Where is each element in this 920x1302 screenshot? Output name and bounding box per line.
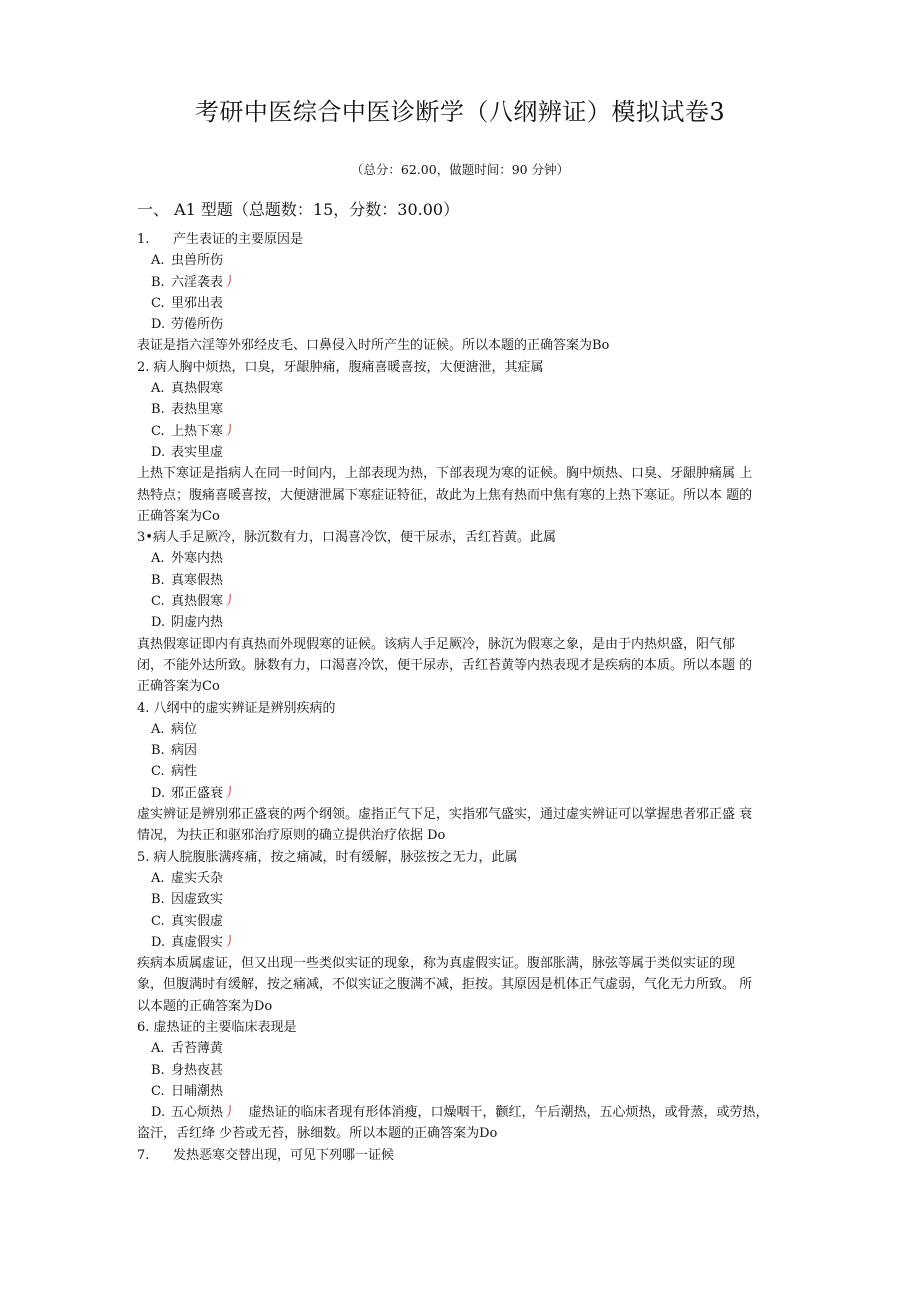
option-d: D. 邪正盛衰丿	[151, 785, 237, 801]
question-text: 发热恶寒交替出现，可见下列哪一证候	[173, 1147, 395, 1163]
question-number: 7.	[137, 1147, 150, 1163]
correct-mark: 丿	[223, 423, 237, 439]
question-number: 2.	[137, 359, 150, 375]
correct-mark: 丿	[223, 274, 237, 290]
explanation-line: 象，但腹满时有缓解，按之痛减，不似实证之腹满不减，拒按。其原因是机体正气虚弱，气化无力所致。 所	[137, 977, 753, 993]
option-a: A. 外寒内热	[151, 551, 224, 567]
question-1	[137, 229, 777, 250]
explanation-line: 盗汗，舌红绛 少苔或无苔，脉细数。所以本题的正确答案为Do	[137, 1126, 498, 1142]
option-b: B. 表热里寒	[151, 402, 224, 418]
question-number: 5.	[137, 849, 150, 865]
explanation-line: 情况，为扶正和驱邪治疗原则的确立提供治疗依据 Do	[137, 828, 446, 844]
explanation-line: 上热下寒证是指病人在同一时间内，上部表现为热，下部表现为寒的证候。胸中烦热、口臭、牙龈肿痛属 上	[137, 466, 753, 482]
explanation-inline: 虚热证的临床者现有形体消瘦，口燥咽干，颧红，午后潮热，五心烦热，或骨蒸，或劳热，	[248, 1105, 769, 1121]
question-3	[137, 527, 777, 548]
question-number: 3•	[137, 530, 153, 546]
correct-mark: 丿	[223, 594, 237, 610]
option-a: A. 病位	[151, 721, 198, 737]
option-a: A. 真热假寒	[151, 381, 224, 397]
correct-mark: 丿	[223, 1105, 237, 1121]
explanation-line: 疾病本质属虚证，但又出现一些类似实证的现象，称为真虚假实证。腹部胀满，脉弦等属于类似实证的现	[137, 956, 736, 972]
explanation-line: 表证是指六淫等外邪经皮毛、口鼻侵入时所产生的证候。所以本题的正确答案为Bo	[137, 338, 610, 354]
correct-mark: 丿	[223, 934, 237, 950]
question-number: 1.	[137, 232, 150, 247]
page-title: 考研中医综合中医诊断学（八纲辨证）模拟试卷3	[194, 98, 726, 126]
option-b: B. 因虚致实	[151, 892, 224, 908]
question-5	[137, 847, 777, 868]
option-d: D. 真虚假实丿	[151, 934, 237, 950]
option-d: D. 劳倦所伤	[151, 317, 224, 333]
option-b: B. 身热夜甚	[151, 1062, 224, 1078]
question-text: 病人胸中烦热，口臭，牙龈肿痛，腹痛喜暖喜按，大便溏泄，其症属	[153, 359, 544, 375]
explanation-line: 正确答案为Co	[137, 679, 220, 695]
explanation-line: 真热假寒证即内有真热而外现假寒的证候。该病人手足厥冷，脉沉为假寒之象，是由于内热炽盛，阳气郁	[137, 636, 736, 652]
question-list	[137, 229, 777, 1166]
explanation-line: 热特点；腹痛喜暖喜按，大便溏泄属下寒症证特征，故此为上焦有热而中焦有寒的上热下寒证。所以本 题的	[137, 487, 753, 503]
option-b: B. 病因	[151, 743, 198, 759]
option-c: C. 病性	[151, 764, 198, 780]
explanation-line: 正确答案为Co	[137, 508, 220, 524]
question-text: 病人脘腹胀满疼痛，按之痛减，时有缓解，脉弦按之无力，此属	[153, 849, 518, 865]
question-4	[137, 698, 777, 719]
option-b: B. 真寒假热	[151, 572, 224, 588]
option-a: A. 舌苔薄黄	[151, 1041, 224, 1057]
question-text: 病人手足厥冷，脉沉数有力，口渴喜冷饮，便干尿赤，舌红苔黄。此属	[152, 530, 556, 546]
explanation-line: 闭，不能外达所致。脉数有力，口渴喜冷饮，便干尿赤，舌红苔黄等内热表现才是疾病的本质。所以本题 的	[137, 657, 753, 673]
question-text: 虚热证的主要临床表现是	[153, 1019, 297, 1035]
question-text: 八纲中的虚实辨证是辨别疾病的	[153, 700, 336, 716]
option-d: D. 五心烦热丿 虚热证的临床者现有形体消瘦，口燥咽干，颧红，午后潮热，五心烦热，或骨蒸，或劳热，	[151, 1105, 769, 1121]
explanation-line: 以本题的正确答案为Do	[137, 998, 273, 1014]
option-c: C. 上热下寒丿	[151, 423, 237, 439]
question-6	[137, 1017, 777, 1038]
exam-meta: （总分：62.00，做题时间：90 分钟）	[350, 162, 570, 177]
question-7	[137, 1145, 777, 1166]
correct-mark: 丿	[223, 785, 237, 801]
section-heading: 一、 A1 型题（总题数：15，分数：30.00）	[137, 200, 460, 219]
question-number: 4.	[137, 700, 150, 716]
option-c: C. 真实假虚	[151, 913, 224, 929]
question-2	[137, 357, 777, 378]
option-d: D. 阴虚内热	[151, 615, 224, 631]
option-a: A. 虚实夭杂	[151, 870, 224, 886]
option-b: B. 六淫袭表丿	[151, 274, 237, 290]
option-a: A. 虫兽所伤	[151, 253, 224, 269]
option-c: C. 里邪出表	[151, 295, 224, 311]
option-c: C. 真热假寒丿	[151, 594, 237, 610]
question-number: 6.	[137, 1019, 150, 1035]
option-d: D. 表实里虚	[151, 444, 224, 460]
question-text: 产生表证的主要原因是	[173, 232, 304, 247]
explanation-line: 虚实辨证是辨别邪正盛衰的两个纲领。虚指正气下足，实指邪气盛实，通过虚实辨证可以掌握患者邪正盛 衰	[137, 807, 753, 823]
option-c: C. 日晡潮热	[151, 1083, 224, 1099]
